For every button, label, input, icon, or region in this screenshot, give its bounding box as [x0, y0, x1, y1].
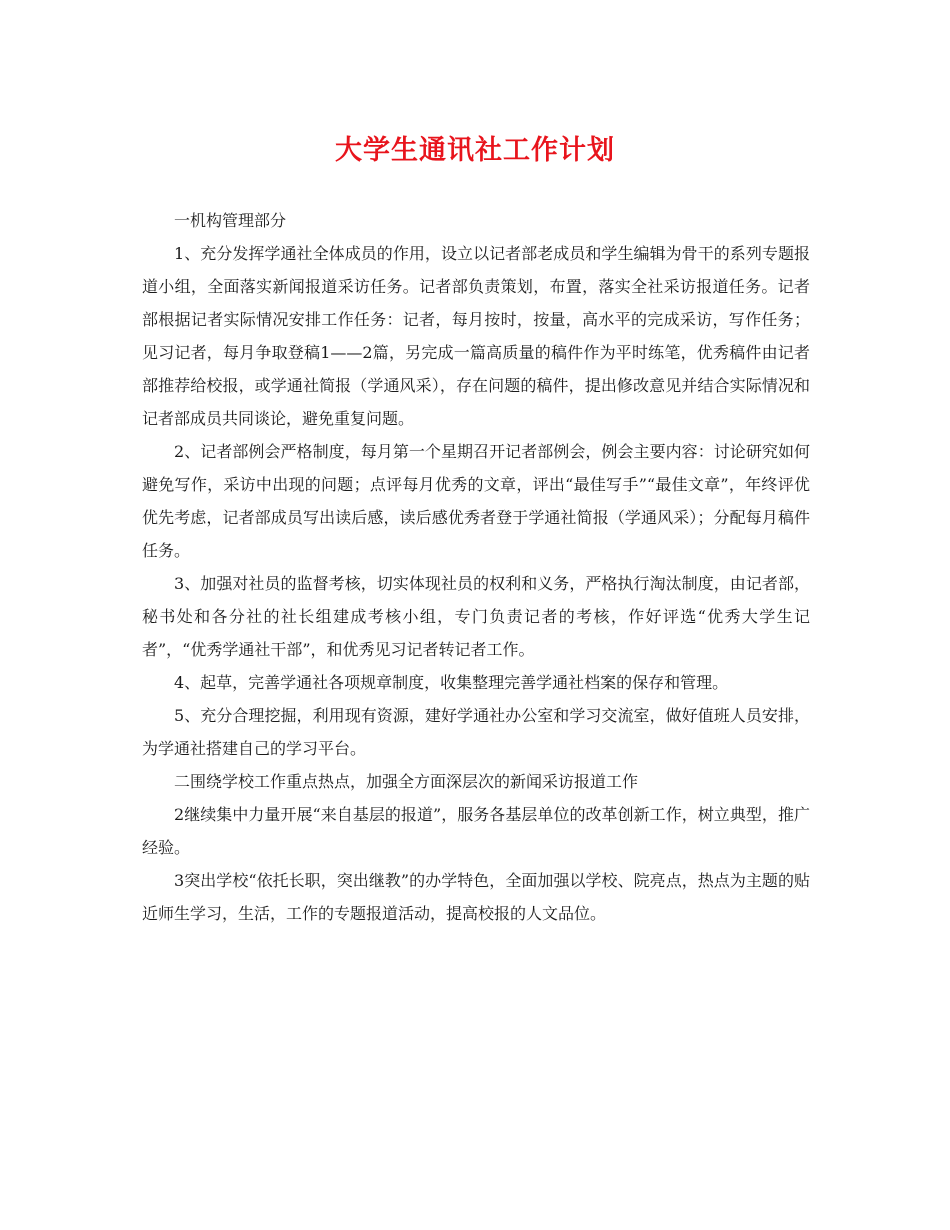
document-body	[142, 204, 810, 930]
document-title: 大学生通讯社工作计划	[335, 135, 615, 166]
section-heading-1: 一机构管理部分	[174, 211, 287, 230]
paragraph-7: 3突出学校“依托长职，突出继教”的办学特色，全面加强以学校、院亮点，热点为主题的贴近师生学习，生活，工作的专题报道活动，提高校报的人文品位。	[142, 871, 810, 923]
paragraph-1: 1、充分发挥学通社全体成员的作用，设立以记者部老成员和学生编辑为骨干的系列专题报道小组，全面落实新闻报道采访任务。记者部负责策划，布置，落实全社采访报道任务。记者部根据记者实际情况安排工作任务：记者，每月按时，按量，高水平的完成采访，写作任务；见习记者，每月争取登稿1——2篇，另完成一篇高质量的稿件作为平时练笔，优秀稿件由记者部推荐给校报，或学通社简报（学通风采），存在问题的稿件，提出修改意见并结合实际情况和记者部成员共同谈论，避免重复问题。	[142, 244, 810, 428]
paragraph-3: 3、加强对社员的监督考核，切实体现社员的权利和义务，严格执行淘汰制度，由记者部，秘书处和各分社的社长组建成考核小组，专门负责记者的考核，作好评选“优秀大学生记者”，“优秀学通社干部”，和优秀见习记者转记者工作。	[142, 574, 810, 659]
section-heading-2: 二围绕学校工作重点热点，加强全方面深层次的新闻采访报道工作	[174, 772, 639, 791]
paragraph-6: 2继续集中力量开展“来自基层的报道”，服务各基层单位的改革创新工作，树立典型，推广经验。	[142, 805, 810, 857]
paragraph-2: 2、记者部例会严格制度，每月第一个星期召开记者部例会，例会主要内容：讨论研究如何避免写作，采访中出现的问题；点评每月优秀的文章，评出“最佳写手”“最佳文章”，年终评优优先考虑，记者部成员写出读后感，读后感优秀者登于学通社简报（学通风采）；分配每月稿件任务。	[142, 442, 810, 560]
paragraph-4: 4、起草，完善学通社各项规章制度，收集整理完善学通社档案的保存和管理。	[174, 673, 729, 692]
paragraph-5: 5、充分合理挖掘，利用现有资源，建好学通社办公室和学习交流室，做好值班人员安排，为学通社搭建自己的学习平台。	[142, 706, 810, 758]
